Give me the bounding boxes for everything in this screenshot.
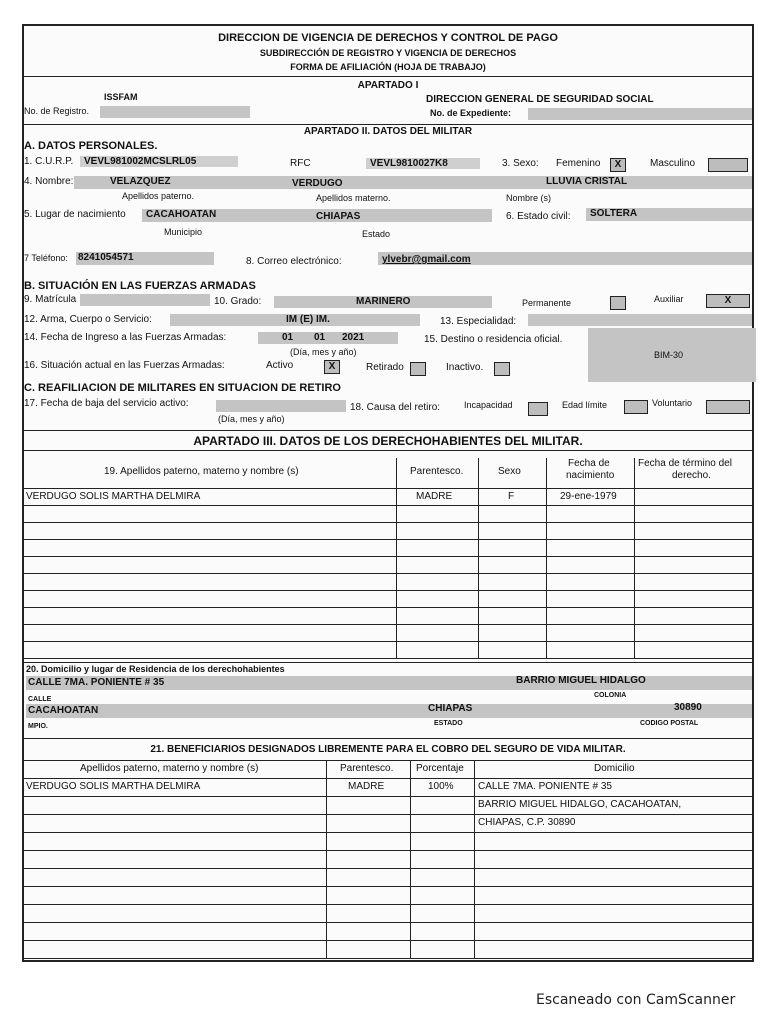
edad-checkbox[interactable] [624, 398, 648, 416]
derechohabiente-sexo: F [508, 491, 515, 502]
header-line-3: FORMA DE AFILIACIÓN (HOJA DE TRABAJO) [290, 62, 486, 72]
col-parentesco-header: Parentesco. [410, 466, 464, 477]
baja-field [216, 400, 346, 412]
col-sexo-header: Sexo [498, 466, 521, 477]
beneficiario-domicilio-2: BARRIO MIGUEL HIDALGO, CACAHOATAN, [478, 799, 682, 810]
sexo-label: 3. Sexo: [502, 158, 539, 169]
incapacidad-label: Incapacidad [464, 400, 513, 410]
arma-label: 12. Arma, Cuerpo o Servicio: [24, 314, 152, 325]
edad-label: Edad límite [562, 400, 608, 410]
femenino-checkbox[interactable]: X [610, 156, 626, 174]
arma-value: IM (E) IM. [286, 314, 330, 325]
rfc-label: RFC [290, 158, 311, 169]
section-a-title: A. DATOS PERSONALES. [24, 140, 158, 152]
col-nombre-header: 19. Apellidos paterno, materno y nombre (s) [104, 466, 299, 477]
direccion-general: DIRECCION GENERAL DE SEGURIDAD SOCIAL [426, 94, 654, 105]
paterno-value: VELAZQUEZ [110, 176, 171, 187]
especialidad-field [528, 314, 752, 326]
domicilio-label: 20. Domicilio y lugar de Residencia de los derechohabientes [26, 664, 285, 674]
femenino-label: Femenino [556, 158, 601, 169]
col-nac1-header: Fecha de [568, 458, 610, 469]
apartado-2-title: APARTADO II. DATOS DEL MILITAR [303, 126, 473, 137]
domicilio-colonia: BARRIO MIGUEL HIDALGO [516, 675, 646, 686]
nombres-caption: Nombre (s) [506, 193, 552, 203]
correo-value: ylvebr@gmail.com [382, 254, 471, 265]
domicilio-mpio-caption: MPIO. [28, 723, 48, 730]
auxiliar-label: Auxiliar [654, 294, 684, 304]
issfam-label: ISSFAM [104, 92, 138, 102]
incapacidad-checkbox[interactable] [528, 400, 548, 418]
beneficiario-domicilio-1: CALLE 7MA. PONIENTE # 35 [478, 781, 612, 792]
expediente-label: No. de Expediente: [430, 108, 512, 118]
voluntario-label: Voluntario [652, 398, 693, 408]
camscanner-watermark: Escaneado con CamScanner [536, 992, 736, 1008]
estado-value: CHIAPAS [316, 211, 361, 222]
especialidad-label: 13. Especialidad: [440, 316, 517, 327]
correo-label: 8. Correo electrónico: [246, 256, 342, 267]
telefono-value: 8241054571 [78, 252, 134, 263]
ingreso-dia: 01 [282, 332, 294, 343]
section-b-title: B. SITUACIÓN EN LAS FUERZAS ARMADAS [24, 280, 256, 292]
domicilio-cp: 30890 [674, 702, 702, 713]
ben-col-domicilio-header: Domicilio [594, 763, 635, 774]
estado-civil-label: 6. Estado civil: [506, 211, 571, 222]
inactivo-label: Inactivo. [446, 362, 484, 373]
matricula-label: 9. Matrícula [24, 294, 77, 305]
beneficiario-parentesco: MADRE [348, 781, 385, 792]
domicilio-cp-caption: CODIGO POSTAL [640, 720, 699, 727]
masculino-label: Masculino [650, 158, 696, 169]
causa-label: 18. Causa del retiro: [350, 402, 441, 413]
domicilio-calle: CALLE 7MA. PONIENTE # 35 [28, 677, 165, 688]
auxiliar-checkbox[interactable]: X [706, 292, 750, 310]
apartado-1-title: APARTADO I [357, 80, 419, 91]
domicilio-estado: CHIAPAS [428, 703, 473, 714]
municipio-value: CACAHOATAN [146, 209, 217, 220]
destino-value: BIM-30 [654, 350, 684, 360]
estado-civil-value: SOLTERA [590, 208, 638, 219]
municipio-caption: Municipio [164, 227, 203, 237]
ingreso-label: 14. Fecha de Ingreso a las Fuerzas Armadas: [24, 332, 227, 343]
derechohabiente-parentesco: MADRE [416, 491, 453, 502]
header-line-1: DIRECCION DE VIGENCIA DE DERECHOS Y CONTROL DE PAGO [218, 32, 558, 44]
baja-label: 17. Fecha de baja del servicio activo: [24, 398, 189, 409]
header-line-2: SUBDIRECCIÓN DE REGISTRO Y VIGENCIA DE DERECHOS [259, 48, 517, 58]
registro-field [100, 106, 250, 118]
permanente-label: Permanente [522, 298, 572, 308]
domicilio-calle-caption: CALLE [28, 696, 52, 703]
nombre-field [74, 176, 752, 189]
masculino-checkbox[interactable] [708, 156, 748, 174]
lugar-label: 5. Lugar de nacimiento [24, 209, 126, 220]
activo-checkbox[interactable]: X [324, 358, 340, 376]
col-term2-header: derecho. [672, 470, 711, 481]
beneficiario-nombre: VERDUGO SOLIS MARTHA DELMIRA [26, 781, 201, 792]
apartado-3-title: APARTADO III. DATOS DE LOS DERECHOHABIENTES DEL MILITAR. [193, 434, 583, 448]
estado-caption: Estado [362, 229, 391, 239]
afiliacion-form [22, 24, 754, 962]
ben-col-parentesco-header: Parentesco. [340, 763, 394, 774]
materno-caption: Apellidos materno. [316, 193, 391, 203]
activo-label: Activo [266, 360, 294, 371]
registro-label: No. de Registro. [24, 106, 90, 116]
beneficiario-domicilio-3: CHIAPAS, C.P. 30890 [478, 817, 576, 828]
paterno-caption: Apellidos paterno. [122, 191, 195, 201]
ben-col-nombre-header: Apellidos paterno, materno y nombre (s) [80, 763, 259, 774]
col-nac2-header: nacimiento [566, 470, 615, 481]
telefono-label: 7 Teléfono: [24, 253, 68, 263]
nombre-label: 4. Nombre: [24, 176, 74, 187]
grado-label: 10. Grado: [214, 296, 262, 307]
domicilio-municipio: CACAHOATAN [28, 705, 99, 716]
baja-caption: (Día, mes y año) [218, 414, 285, 424]
ingreso-mes: 01 [314, 332, 326, 343]
beneficiario-porcentaje: 100% [428, 781, 454, 792]
beneficiarios-title: 21. BENEFICIARIOS DESIGNADOS LIBREMENTE PARA EL COBRO DEL SEGURO DE VIDA MILITAR. [150, 744, 626, 755]
voluntario-checkbox[interactable] [706, 398, 750, 416]
curp-value: VEVL981002MCSLRL05 [80, 156, 238, 167]
ingreso-caption: (Día, mes y año) [290, 347, 357, 357]
col-term1-header: Fecha de término del [638, 458, 732, 469]
permanente-checkbox[interactable] [610, 294, 626, 312]
domicilio-estado-caption: ESTADO [434, 720, 463, 727]
domicilio-mpio-field [26, 704, 752, 718]
retirado-label: Retirado [366, 362, 404, 373]
derechohabiente-nacimiento: 29-ene-1979 [560, 491, 617, 502]
domicilio-colonia-caption: COLONIA [594, 692, 627, 699]
nombres-value: LLUVIA CRISTAL [546, 176, 628, 187]
materno-value: VERDUGO [292, 178, 343, 189]
expediente-field [528, 108, 752, 120]
ben-col-porcentaje-header: Porcentaje [416, 763, 464, 774]
destino-label: 15. Destino o residencia oficial. [424, 334, 563, 345]
ingreso-anio: 2021 [342, 332, 365, 343]
derechohabiente-nombre: VERDUGO SOLIS MARTHA DELMIRA [26, 491, 201, 502]
inactivo-checkbox[interactable] [494, 360, 510, 378]
matricula-field [80, 294, 210, 306]
rfc-value: VEVL9810027K8 [366, 158, 480, 169]
grado-value: MARINERO [356, 296, 411, 307]
section-c-title: C. REAFILIACION DE MILITARES EN SITUACION DE RETIRO [24, 382, 341, 394]
ingreso-field [258, 332, 398, 344]
situacion-label: 16. Situación actual en las Fuerzas Armadas: [24, 360, 225, 371]
retirado-checkbox[interactable] [410, 360, 426, 378]
curp-label: 1. C.U.R.P. [24, 156, 74, 167]
